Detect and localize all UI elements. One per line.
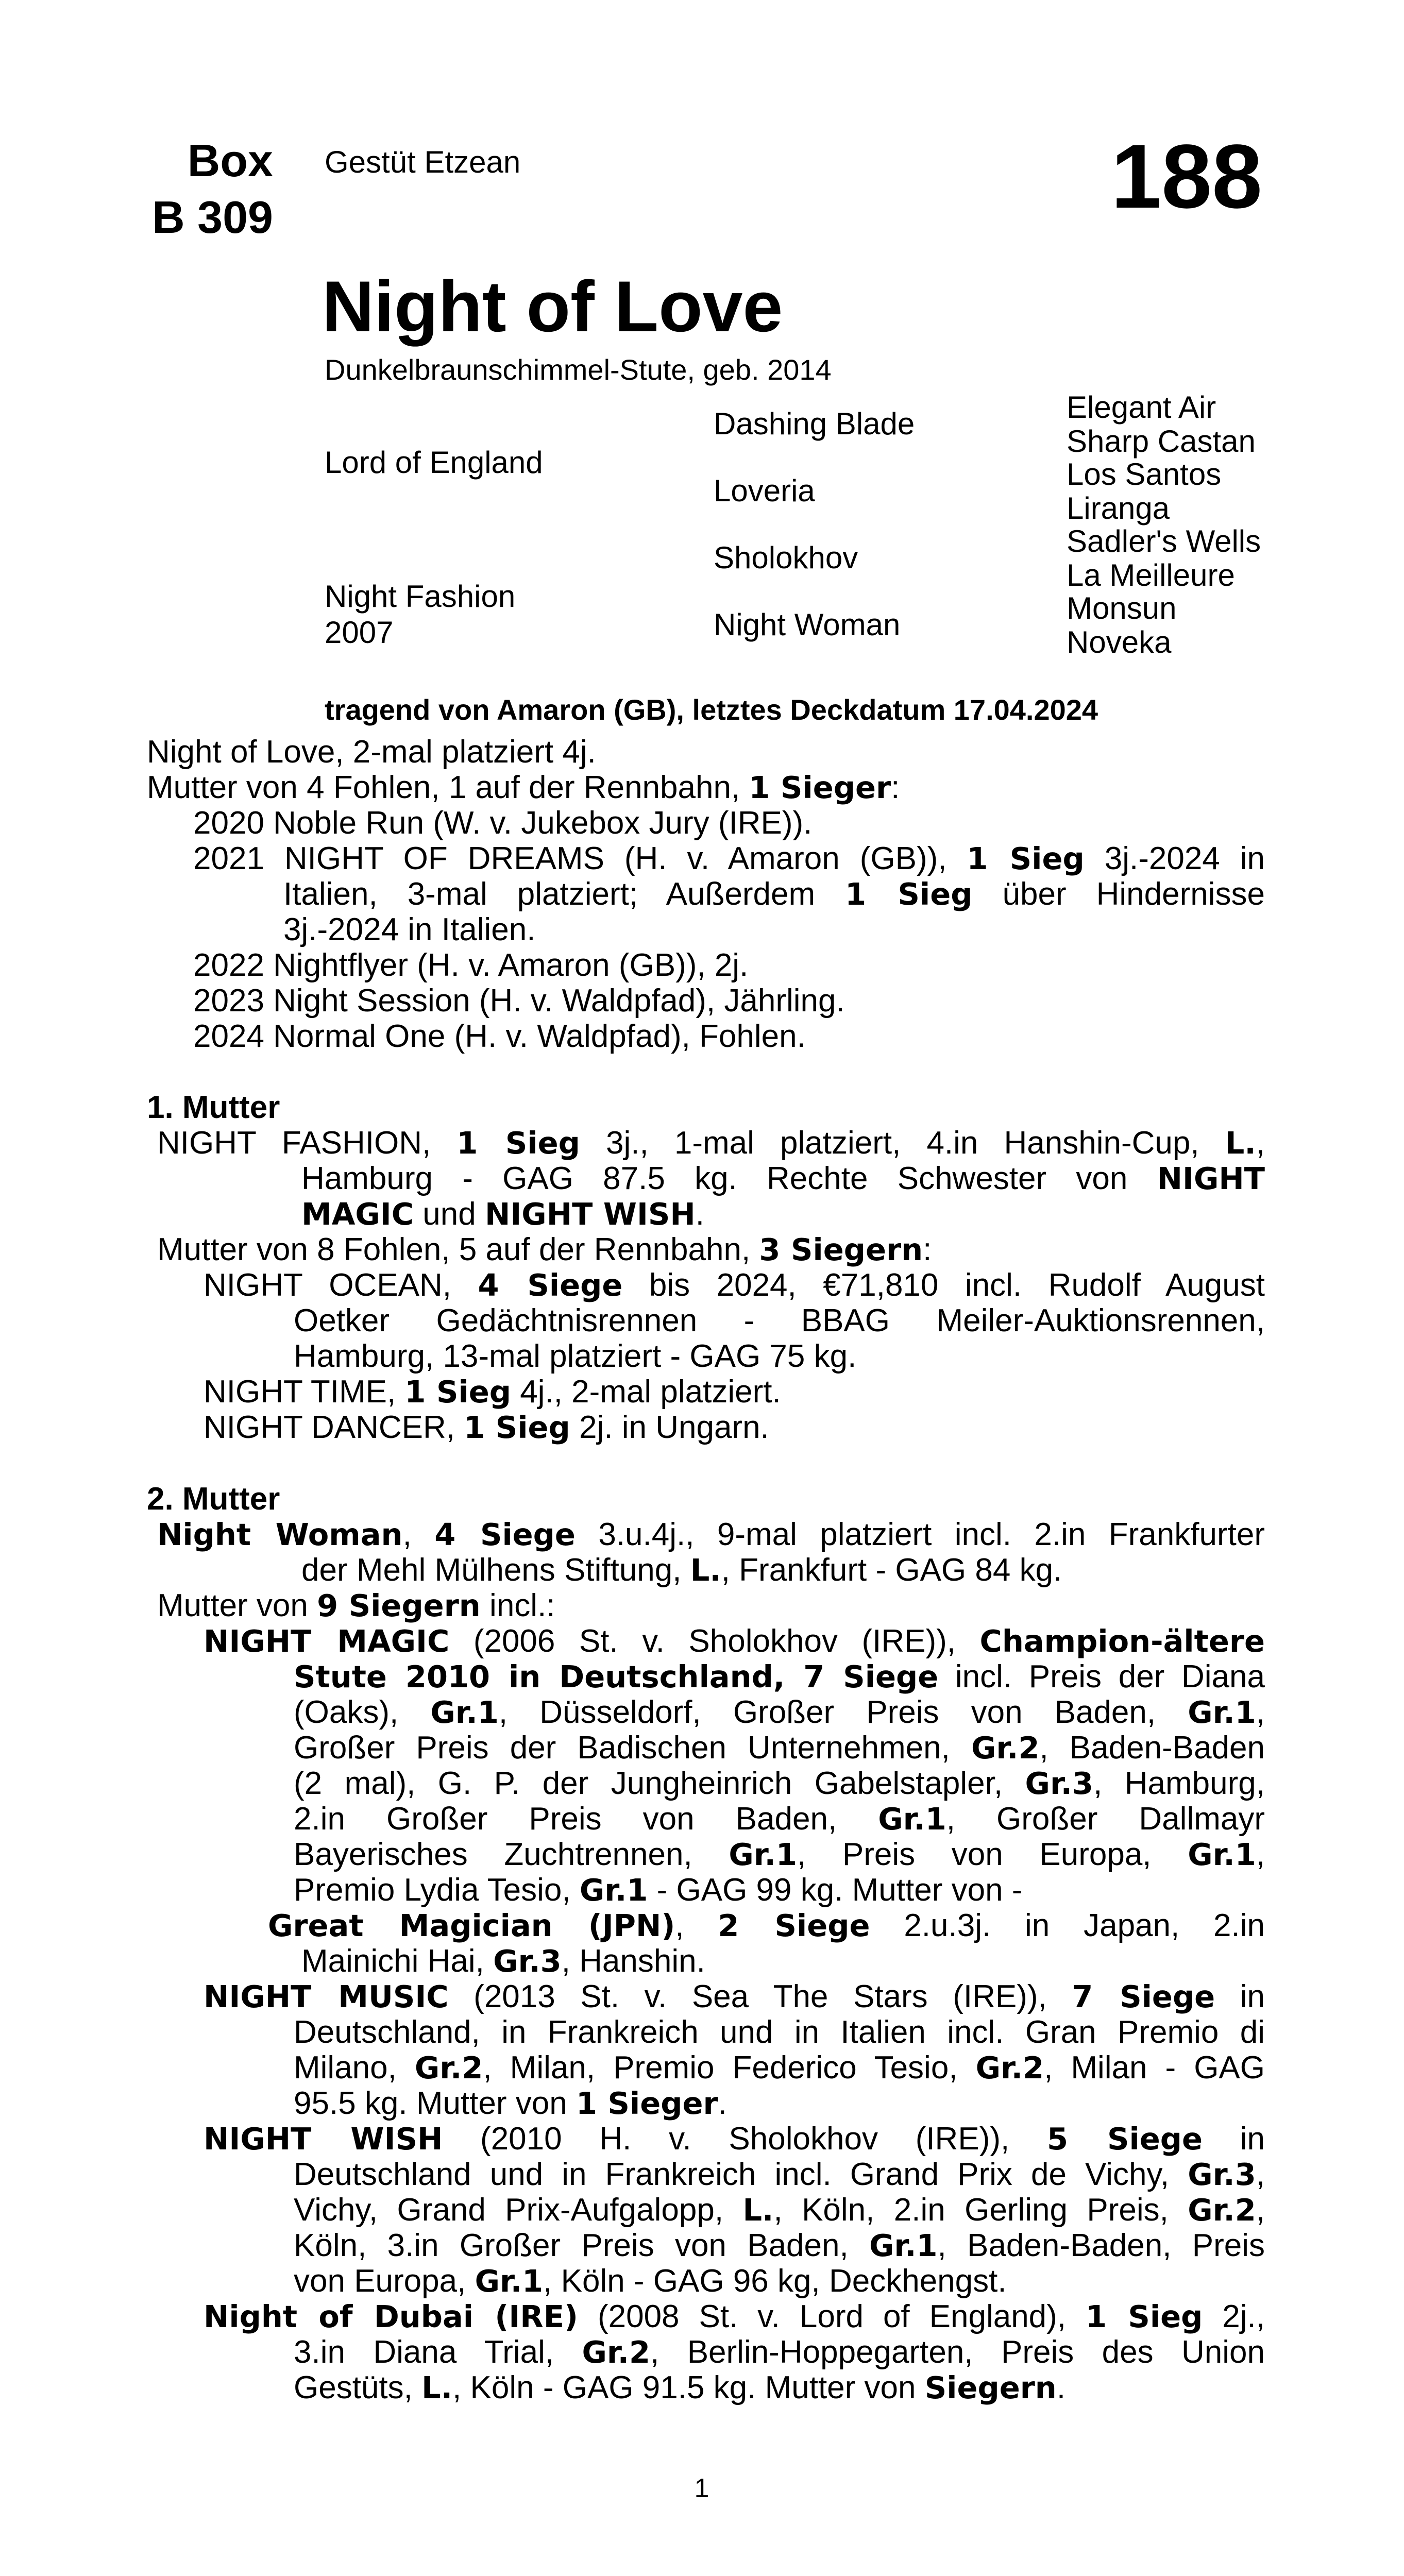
pedigree-gen3-4: Liranga — [1067, 491, 1170, 526]
second-dam-mother-of: Mutter von 9 Siegern incl.: — [157, 1588, 555, 1623]
second-dam-line: Night Woman, 4 Siege 3.u.4j., 9-mal platziert incl. 2.in Frankfurter — [157, 1517, 1265, 1552]
pedigree-dam-year: 2007 — [325, 615, 394, 650]
offspring-night-magic-cont: Bayerisches Zuchtrennen, Gr.1, Preis von Europa, Gr.1, — [294, 1837, 1265, 1872]
horse-description: Dunkelbraunschimmel-Stute, geb. 2014 — [325, 353, 832, 386]
pedigree-dam-dam: Night Woman — [714, 607, 901, 642]
offspring-night-music-cont: Milano, Gr.2, Milan, Premio Federico Tesio, Gr.2, Milan - GAG — [294, 2050, 1265, 2086]
offspring-night-magic-cont: Großer Preis der Badischen Unternehmen, Gr.2, Baden-Baden — [294, 1730, 1265, 1766]
foal-2020: 2020 Noble Run (W. v. Jukebox Jury (IRE)). — [193, 805, 813, 841]
foal-2022: 2022 Nightflyer (H. v. Amaron (GB)), 2j. — [193, 947, 749, 983]
foal-2023: 2023 Night Session (H. v. Waldpfad), Jährling. — [193, 983, 845, 1019]
offspring-night-wish: NIGHT WISH (2010 H. v. Sholokhov (IRE)), 5 Siege in — [204, 2121, 1265, 2157]
page-number: 1 — [694, 2473, 709, 2503]
foal-2021-cont2: 3j.-2024 in Italien. — [283, 912, 536, 947]
pedigree-gen3-1: Elegant Air — [1067, 390, 1216, 425]
offspring-night-magic: NIGHT MAGIC (2006 St. v. Sholokhov (IRE)), Champion-ältere — [204, 1623, 1265, 1659]
first-dam-mother-of: Mutter von 8 Fohlen, 5 auf der Rennbahn, 3 Siegern: — [157, 1232, 932, 1267]
offspring-night-music: NIGHT MUSIC (2013 St. v. Sea The Stars (IRE)), 7 Siege in — [204, 1979, 1265, 2014]
pedigree-sire: Lord of England — [325, 445, 543, 480]
offspring-night-music-cont: Deutschland, in Frankreich und in Italien incl. Gran Premio di — [294, 2014, 1265, 2050]
lot-number: 188 — [1111, 126, 1262, 227]
pedigree-sire-sire: Dashing Blade — [714, 406, 915, 441]
box-label: Box — [187, 135, 273, 186]
first-dam-line: NIGHT FASHION, 1 Sieg 3j., 1-mal platziert, 4.in Hanshin-Cup, L., — [157, 1125, 1265, 1161]
offspring-night-magic-cont: (2 mal), G. P. der Jungheinrich Gabelstapler, Gr.3, Hamburg, — [294, 1766, 1265, 1801]
record-mother-of: Mutter von 4 Fohlen, 1 auf der Rennbahn, 1 Sieger: — [147, 770, 900, 805]
offspring-night-of-dubai-cont: 3.in Diana Trial, Gr.2, Berlin-Hoppegarten, Preis des Union — [294, 2334, 1265, 2370]
offspring-night-music-cont: 95.5 kg. Mutter von 1 Sieger. — [294, 2086, 727, 2121]
first-dam-line: MAGIC und NIGHT WISH. — [301, 1196, 705, 1232]
grand-offspring-great-magician-cont: Mainichi Hai, Gr.3, Hanshin. — [301, 1943, 705, 1979]
offspring-night-magic-cont: (Oaks), Gr.1, Düsseldorf, Großer Preis von Baden, Gr.1, — [294, 1694, 1265, 1730]
produce-record — [147, 734, 1265, 1054]
offspring-night-wish-cont: Köln, 3.in Großer Preis von Baden, Gr.1, Baden-Baden, Preis — [294, 2228, 1265, 2263]
offspring-night-ocean-cont: Oetker Gedächtnisrennen - BBAG Meiler-Auktionsrennen, — [294, 1303, 1265, 1338]
pedigree-gen3-5: Sadler's Wells — [1067, 524, 1261, 558]
box-number: B 309 — [152, 192, 273, 243]
offspring-night-ocean-cont: Hamburg, 13-mal platziert - GAG 75 kg. — [294, 1338, 857, 1374]
horse-name: Night of Love — [322, 266, 783, 347]
foal-2021-cont: Italien, 3-mal platziert; Außerdem 1 Sieg über Hindernisse — [283, 876, 1265, 912]
offspring-night-wish-cont: Deutschland und in Frankreich incl. Grand Prix de Vichy, Gr.3, — [294, 2157, 1265, 2192]
offspring-night-wish-cont: Vichy, Grand Prix-Aufgalopp, L., Köln, 2.in Gerling Preis, Gr.2, — [294, 2192, 1265, 2228]
pedigree-dam-sire: Sholokhov — [714, 540, 858, 575]
foal-2024: 2024 Normal One (H. v. Waldpfad), Fohlen. — [193, 1019, 806, 1054]
second-dam-heading: 2. Mutter — [147, 1481, 280, 1517]
foal-2021: 2021 NIGHT OF DREAMS (H. v. Amaron (GB)), 1 Sieg 3j.-2024 in — [193, 841, 1265, 876]
first-dam-line: Hamburg - GAG 87.5 kg. Rechte Schwester von NIGHT — [301, 1161, 1265, 1196]
pedigree-gen3-2: Sharp Castan — [1067, 424, 1256, 459]
pedigree-sire-dam: Loveria — [714, 473, 815, 508]
pedigree-gen3-7: Monsun — [1067, 591, 1177, 625]
pedigree-dam: Night Fashion — [325, 579, 516, 614]
pregnancy-note: tragend von Amaron (GB), letztes Deckdatum 17.04.2024 — [325, 693, 1098, 726]
second-dam-section — [147, 1481, 1265, 2405]
stud-name: Gestüt Etzean — [325, 145, 521, 179]
pedigree-gen3-8: Noveka — [1067, 625, 1172, 659]
offspring-night-magic-cont: Premio Lydia Tesio, Gr.1 - GAG 99 kg. Mutter von - — [294, 1872, 1023, 1908]
offspring-night-ocean: NIGHT OCEAN, 4 Siege bis 2024, €71,810 incl. Rudolf August — [204, 1267, 1265, 1303]
second-dam-line: der Mehl Mülhens Stiftung, L., Frankfurt - GAG 84 kg. — [301, 1552, 1062, 1588]
pedigree-gen3-6: La Meilleure — [1067, 558, 1235, 592]
record-intro: Night of Love, 2-mal platziert 4j. — [147, 734, 596, 770]
offspring-night-of-dubai-cont: Gestüts, L., Köln - GAG 91.5 kg. Mutter von Siegern. — [294, 2370, 1066, 2405]
offspring-night-time: NIGHT TIME, 1 Sieg 4j., 2-mal platziert. — [204, 1374, 781, 1410]
grand-offspring-great-magician: Great Magician (JPN), 2 Siege 2.u.3j. in Japan, 2.in — [268, 1908, 1265, 1943]
first-dam-section — [147, 1090, 1265, 1445]
offspring-night-magic-cont: Stute 2010 in Deutschland, 7 Siege incl. Preis der Diana — [294, 1659, 1265, 1694]
offspring-night-dancer: NIGHT DANCER, 1 Sieg 2j. in Ungarn. — [204, 1410, 769, 1445]
offspring-night-magic-cont: 2.in Großer Preis von Baden, Gr.1, Großer Dallmayr — [294, 1801, 1265, 1837]
offspring-night-wish-cont: von Europa, Gr.1, Köln - GAG 96 kg, Deckhengst. — [294, 2263, 1007, 2299]
offspring-night-of-dubai: Night of Dubai (IRE) (2008 St. v. Lord of England), 1 Sieg 2j., — [204, 2299, 1265, 2334]
pedigree-gen3-3: Los Santos — [1067, 457, 1222, 492]
first-dam-heading: 1. Mutter — [147, 1090, 280, 1125]
